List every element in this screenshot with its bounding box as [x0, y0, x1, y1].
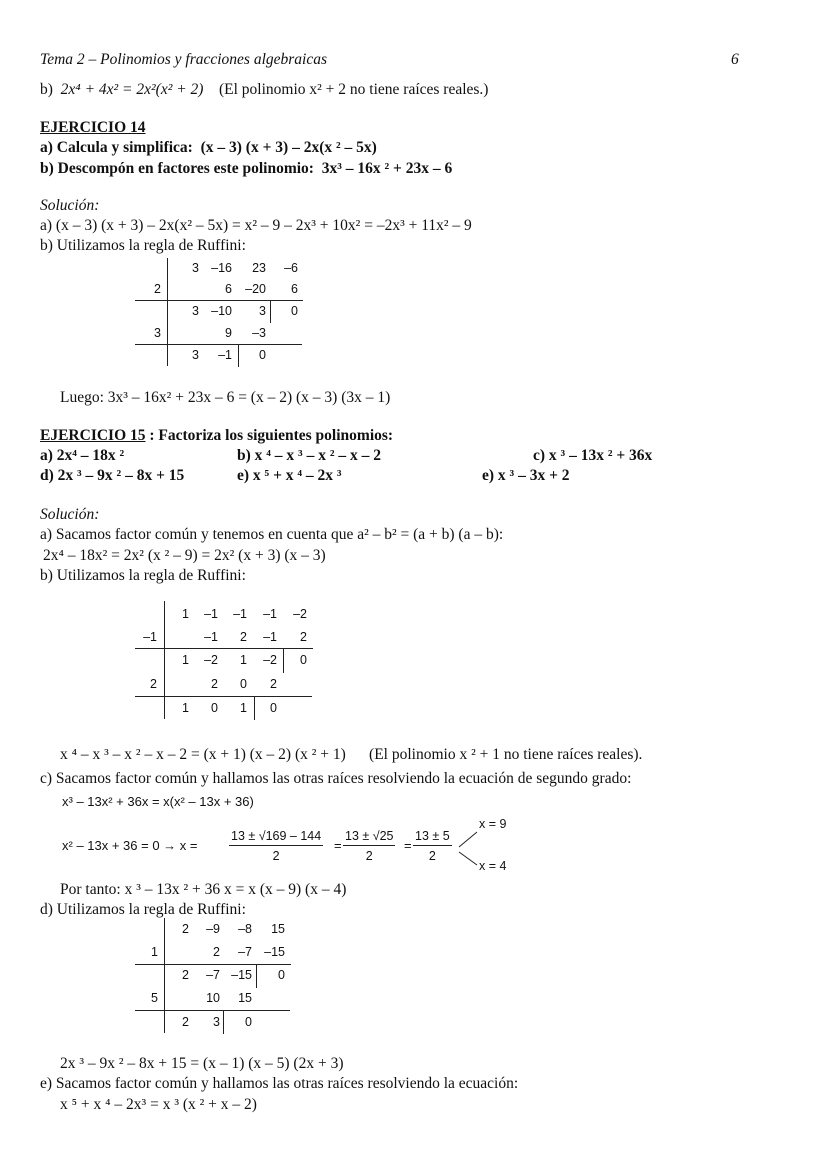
fraction-2 [343, 830, 395, 862]
ruffini-14-remainder-box-1 [270, 300, 303, 323]
ex15-sol-b-note: (El polinomio x ² + 1 no tiene raíces reales). [369, 746, 643, 763]
ex14-b [40, 161, 452, 177]
divisor: 3 [154, 326, 161, 340]
cell: –6 [284, 261, 298, 275]
cell: 1 [240, 653, 247, 667]
divisor: 2 [150, 677, 157, 691]
equals-1: = [334, 838, 342, 853]
cell: 2 [240, 630, 247, 644]
ex15-sol-c-eq2: x² – 13x + 36 = 0 → x = [62, 838, 198, 853]
ex15-sol-a-intro: a) Sacamos factor común y tenemos en cuenta que a² – b² = (a + b) (a – b): [40, 526, 504, 543]
ex15-item-e: e) x ⁵ + x ⁴ – 2x ³ [237, 467, 342, 484]
cell: 1 [240, 701, 247, 715]
cell: –8 [238, 922, 252, 936]
cell: 0 [245, 1015, 252, 1029]
ruffini-15b-hline-2 [135, 696, 312, 697]
cell: 15 [271, 922, 285, 936]
ruffini-14-hline-2 [135, 344, 302, 345]
fraction-3-num: 13 ± 5 [413, 830, 452, 846]
ruffini-15d-vline [164, 918, 165, 1033]
ex15-item-b: b) x ⁴ – x ³ – x ² – x – 2 [237, 447, 381, 464]
ex15-item-d: d) 2x ³ – 9x ² – 8x + 15 [40, 467, 185, 484]
ex14-conclusion: Luego: 3x³ – 16x² + 23x – 6 = (x – 2) (x – 3) (3x – 1) [60, 389, 391, 406]
running-header: Tema 2 – Polinomios y fracciones algebraicas [40, 51, 328, 68]
ruffini-15b-vline [164, 601, 165, 719]
ex15-sol-e-result: x ⁵ + x ⁴ – 2x³ = x ³ (x ² + x – 2) [60, 1096, 257, 1113]
fraction-2-num: 13 ± √25 [343, 830, 395, 846]
ex15-sol-c-eq1: x³ – 13x² + 36x = x(x² – 13x + 36) [62, 794, 254, 809]
cell: 1 [182, 653, 189, 667]
cell: 3 [192, 304, 199, 318]
branch-up [459, 832, 477, 847]
cell: 0 [259, 348, 266, 362]
cell: 1 [182, 701, 189, 715]
cell: –9 [206, 922, 220, 936]
cell: 3 [213, 1015, 220, 1029]
cell: 6 [291, 282, 298, 296]
ex14-b-label: b) Descompón en factores este polinomio: [40, 160, 314, 177]
ex15-heading: EJERCICIO 15 [40, 427, 146, 444]
fraction-3 [413, 830, 452, 862]
cell: 3 [192, 261, 199, 275]
cell: –1 [218, 348, 232, 362]
cell: –1 [204, 607, 218, 621]
ex15-sol-a-result: 2x⁴ – 18x² = 2x² (x ² – 9) = 2x² (x + 3) (x – 3) [43, 547, 326, 564]
fraction-1-den: 2 [272, 848, 280, 863]
ex15-item-e2: e) x ³ – 3x + 2 [482, 467, 570, 484]
cell: 0 [291, 304, 298, 318]
prev-note: (El polinomio x² + 2 no tiene raíces reales.) [218, 81, 489, 98]
cell: –2 [204, 653, 218, 667]
cell: 0 [211, 701, 218, 715]
ex14-solution-b: b) Utilizamos la regla de Ruffini: [40, 237, 246, 254]
fraction-1-num: 13 ± √169 – 144 [229, 830, 323, 846]
ex15-sol-d-intro: d) Utilizamos la regla de Ruffini: [40, 901, 246, 918]
divisor: –1 [143, 630, 157, 644]
ex15-sol-e-intro: e) Sacamos factor común y hallamos las otras raíces resolviendo la ecuación: [40, 1075, 519, 1092]
cell: 23 [252, 261, 266, 275]
cell: –15 [231, 968, 252, 982]
cell: –1 [263, 607, 277, 621]
cell: 3 [192, 348, 199, 362]
fraction-3-den: 2 [428, 848, 436, 863]
ex15-sol-b-result-line [60, 747, 642, 763]
cell: –2 [293, 607, 307, 621]
cell: 6 [225, 282, 232, 296]
ex14-heading: EJERCICIO 14 [40, 119, 146, 136]
ex15-sol-b-result: x ⁴ – x ³ – x ² – x – 2 = (x + 1) (x – 2) (x ² + 1) [60, 746, 346, 763]
cell: 2 [270, 677, 277, 691]
ex14-solution-a: a) (x – 3) (x + 3) – 2x(x² – 5x) = x² – 9 – 2x³ + 10x² = –2x³ + 11x² – 9 [40, 217, 472, 234]
prev-expr: 2x⁴ + 4x² = 2x²(x² + 2) [60, 81, 204, 98]
equals-2: = [404, 838, 412, 853]
divisor: 5 [151, 991, 158, 1005]
cell: 9 [225, 326, 232, 340]
cell: 2 [182, 922, 189, 936]
cell: 0 [278, 968, 285, 982]
cell: 0 [240, 677, 247, 691]
cell: –1 [263, 630, 277, 644]
ex15-heading-rest: : Factoriza los siguientes polinomios: [145, 427, 394, 444]
cell: –15 [264, 945, 285, 959]
ex14-a-expr: (x – 3) (x + 3) – 2x(x ² – 5x) [200, 139, 377, 156]
ruffini-15d-remainder-box-2 [223, 1010, 258, 1034]
page-number: 6 [731, 51, 739, 68]
divisor: 2 [154, 282, 161, 296]
cell: 2 [300, 630, 307, 644]
fraction-2-den: 2 [365, 848, 373, 863]
cell: 15 [238, 991, 252, 1005]
ex15-sol-b-intro: b) Utilizamos la regla de Ruffini: [40, 567, 246, 584]
fraction-1 [229, 830, 323, 862]
cell: –7 [238, 945, 252, 959]
root-2: x = 4 [479, 859, 507, 873]
ruffini-14-remainder-box-2 [238, 344, 273, 367]
ex15-item-c: c) x ³ – 13x ² + 36x [533, 447, 653, 464]
cell: 2 [211, 677, 218, 691]
cell: 2 [182, 1015, 189, 1029]
ex15-item-a: a) 2x⁴ – 18x ² [40, 447, 125, 464]
cell: –3 [252, 326, 266, 340]
root-1: x = 9 [479, 817, 507, 831]
cell: 2 [182, 968, 189, 982]
ex15-solution-title: Solución: [40, 506, 100, 523]
ruffini-15d-remainder-box-1 [256, 964, 291, 988]
ruffini-15d-hline-2 [135, 1010, 290, 1011]
cell: –1 [204, 630, 218, 644]
prev-label: b) [40, 81, 53, 98]
ruffini-14-vline [167, 258, 168, 366]
ex14-a-label: a) Calcula y simplifica: [40, 139, 193, 156]
ex14-a [40, 140, 377, 156]
prev-item-b [40, 82, 488, 98]
cell: –2 [263, 653, 277, 667]
cell: –1 [233, 607, 247, 621]
ex14-b-expr: 3x³ – 16x ² + 23x – 6 [321, 160, 453, 177]
divisor: 1 [151, 945, 158, 959]
cell: 3 [259, 304, 266, 318]
ruffini-15b-remainder-box-1 [283, 648, 313, 673]
branch-down [459, 852, 477, 865]
cell: –7 [206, 968, 220, 982]
ex15-sol-d-result: 2x ³ – 9x ² – 8x + 15 = (x – 1) (x – 5) (2x + 3) [60, 1055, 344, 1072]
cell: 10 [206, 991, 220, 1005]
ex15-heading-line [40, 428, 393, 444]
cell: 2 [213, 945, 220, 959]
ex15-sol-c-result: Por tanto: x ³ – 13x ² + 36 x = x (x – 9) (x – 4) [60, 881, 347, 898]
cell: –16 [211, 261, 232, 275]
cell: –20 [245, 282, 266, 296]
ex15-sol-c-intro: c) Sacamos factor común y hallamos las otras raíces resolviendo la ecuación de segundo grado: [40, 770, 632, 787]
cell: 1 [182, 607, 189, 621]
cell: 0 [270, 701, 277, 715]
cell: –10 [211, 304, 232, 318]
ex14-solution-title: Solución: [40, 197, 100, 214]
cell: 0 [300, 653, 307, 667]
